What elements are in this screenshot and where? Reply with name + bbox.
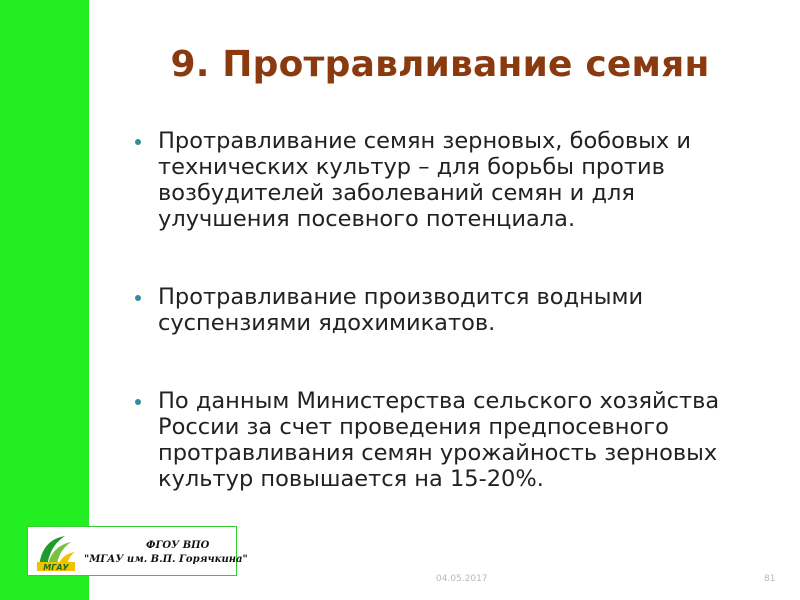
bullet-text: По данным Министерства сельского хозяйства России за счет проведения предпосевного протравливания семян урожайность зерновых культур повышается на 15-20%.	[158, 388, 720, 492]
logo-line-1: ФГОУ ВПО	[146, 540, 210, 551]
bullet-text: Протравливание производится водными суспензиями ядохимикатов.	[158, 284, 644, 336]
left-green-bar	[0, 0, 89, 600]
bullet-text: Протравливание семян зерновых, бобовых и технических культур – для борьбы против возбудителей заболеваний семян и для улучшения посевного потенциала.	[158, 128, 691, 232]
footer-page-number: 81	[764, 574, 776, 584]
bullet-dot-icon	[135, 295, 141, 301]
logo-line-2: "МГАУ им. В.П. Горячкина"	[84, 554, 248, 565]
bullet-dot-icon	[135, 399, 141, 405]
bullet-item	[132, 284, 762, 336]
university-emblem-icon	[35, 532, 77, 572]
emblem-text: МГАУ	[43, 563, 69, 572]
bullet-list	[132, 128, 762, 544]
slide-title: 9. Протравливание семян	[170, 44, 710, 85]
bullet-dot-icon	[135, 139, 141, 145]
footer-date: 04.05.2017	[436, 574, 488, 584]
university-logo	[27, 526, 248, 576]
bullet-item	[132, 128, 762, 232]
bullet-item	[132, 388, 762, 492]
